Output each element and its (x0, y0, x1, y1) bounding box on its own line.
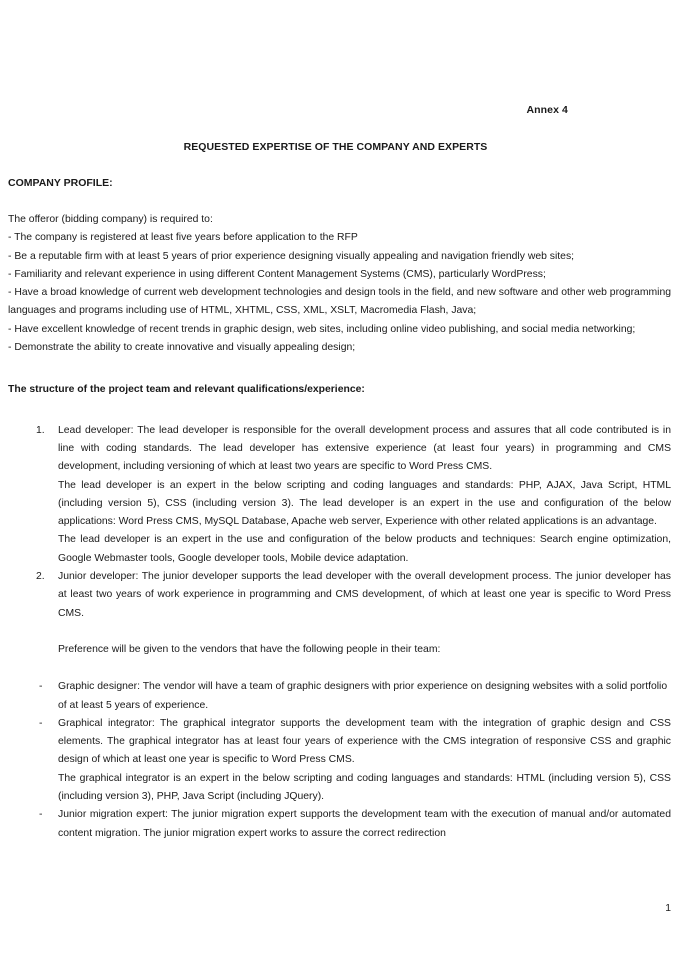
team-dash-list (8, 678, 671, 843)
list-item-paragraph: Graphic designer: The vendor will have a team of graphic designers with prior experience on designing websites with a solid portfolio of at least 5 years of experience. (58, 681, 668, 711)
list-item-paragraph: Lead developer: The lead developer is responsible for the overall development process and assures that all code contributed is in line with coding standards. The lead developer has extensive experience (at least four years) in programming and CMS development, including versioning of which at least two years are specific to Word Press CMS. (58, 424, 671, 473)
requirement-line: - Have excellent knowledge of recent trends in graphic design, web sites, including online video publishing, and social media networking; (8, 323, 636, 335)
requirement-line: - Familiarity and relevant experience in using different Content Management Systems (CMS), particularly WordPress; (8, 268, 546, 280)
document-body (8, 103, 671, 843)
list-marker: - (39, 681, 43, 693)
list-marker: - (39, 717, 43, 729)
list-marker: 2. (36, 571, 45, 583)
team-numbered-list (8, 422, 671, 623)
requirement-line: - The company is registered at least five years before application to the RFP (8, 232, 358, 244)
company-profile-block (8, 211, 671, 357)
list-item-paragraph: Junior migration expert: The junior migration expert supports the development team with the execution of manual and/or automated content migration. The junior migration expert works to assure the correct redirection (58, 809, 671, 839)
preference-line: Preference will be given to the vendors that have the following people in their team: (58, 643, 441, 655)
list-item (8, 715, 671, 806)
document-title: REQUESTED EXPERTISE OF THE COMPANY AND EXPERTS (183, 141, 488, 153)
list-marker: 1. (36, 424, 45, 436)
team-structure-heading: The structure of the project team and relevant qualifications/experience: (8, 384, 365, 396)
requirement-line: - Demonstrate the ability to create innovative and visually appealing design; (8, 342, 356, 354)
requirement-line: - Have a broad knowledge of current web development technologies and design tools in the field, and new software and other web programming languages and programs including use of HTML, XHTML, CSS, XML, XSLT, Macromedia Flash, Java; (8, 287, 671, 317)
company-profile-heading: COMPANY PROFILE: (8, 177, 113, 189)
company-profile-intro: The offeror (bidding company) is required to: (8, 214, 213, 225)
page-number: 1 (665, 903, 671, 914)
list-item (8, 568, 671, 623)
list-item (8, 422, 671, 568)
list-marker: - (39, 809, 43, 821)
list-item-paragraph: The lead developer is an expert in the below scripting and coding languages and standards: PHP, AJAX, Java Script, HTML (including version 5), CSS (including version 3). The lead developer is an expert in the use and configuration of the below applications: Word Press CMS, MySQL Database, Apache web server, Experience with other related applications is an advantage. (58, 479, 671, 528)
list-item-paragraph: The graphical integrator is an expert in the below scripting and coding languages and standards: HTML (including version 5), CSS (including version 3), PHP, Java Script (including JQuery). (58, 772, 671, 803)
requirement-line: - Be a reputable firm with at least 5 years of prior experience designing visually appealing and navigation friendly web sites; (8, 250, 575, 262)
list-item-paragraph: Junior developer: The junior developer supports the lead developer with the overall development process. The junior developer has at least two years of work experience in programming and CMS development, of which at least one year is specific to Word Press CMS. (58, 571, 671, 619)
list-item-paragraph: The lead developer is an expert in the use and configuration of the below products and techniques: Search engine optimization, Google Webmaster tools, Google developer tools, Mobile device adaptation. (58, 534, 671, 564)
list-item (8, 806, 671, 843)
list-item-paragraph: Graphical integrator: The graphical integrator supports the development team with the integration of graphic design and CSS elements. The graphical integrator has at least four years of experience with the CMS integration of responsive CSS and graphic design of which at least one year is specific to Word Press CMS. (58, 717, 671, 766)
annex-label: Annex 4 (526, 104, 568, 116)
list-item (8, 678, 671, 715)
